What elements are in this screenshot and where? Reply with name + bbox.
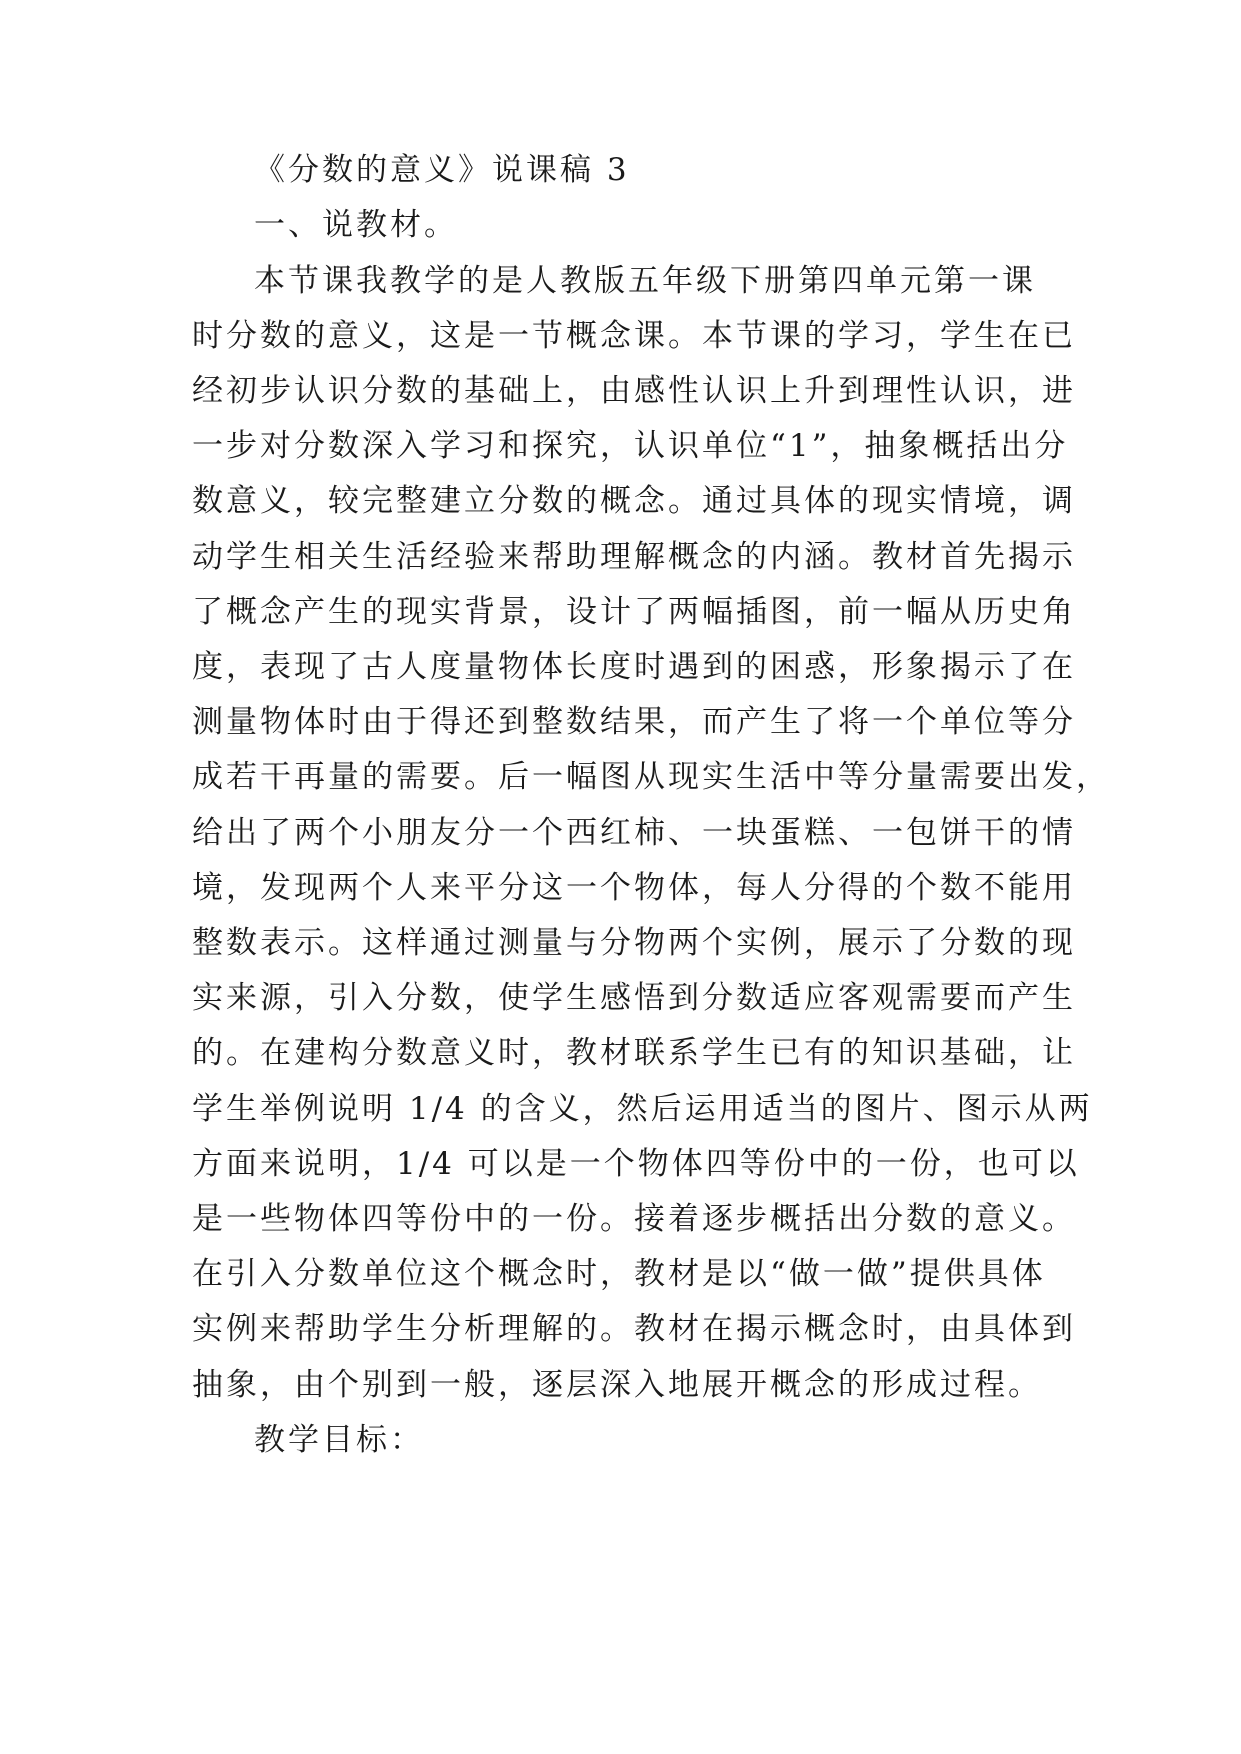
document-title: 《分数的意义》说课稿 3 xyxy=(254,152,630,188)
section-subheading: 教学目标： xyxy=(254,1422,424,1458)
paragraph-line: 经初步认识分数的基础上，由感性认识上升到理性认识，进 xyxy=(192,373,1076,409)
paragraph-line: 方面来说明，1/4 可以是一个物体四等份中的一份，也可以 xyxy=(192,1146,1080,1182)
paragraph-line: 的。在建构分数意义时，教材联系学生已有的知识基础，让 xyxy=(192,1035,1076,1071)
paragraph-line: 抽象，由个别到一般，逐层深入地展开概念的形成过程。 xyxy=(192,1367,1042,1403)
paragraph-line: 时分数的意义，这是一节概念课。本节课的学习，学生在已 xyxy=(192,318,1076,354)
paragraph-line: 测量物体时由于得还到整数结果，而产生了将一个单位等分 xyxy=(192,704,1076,740)
paragraph-line: 动学生相关生活经验来帮助理解概念的内涵。教材首先揭示 xyxy=(192,539,1076,575)
paragraph-line: 度，表现了古人度量物体长度时遇到的困惑，形象揭示了在 xyxy=(192,649,1076,685)
paragraph-line: 实来源，引入分数，使学生感悟到分数适应客观需要而产生 xyxy=(192,980,1076,1016)
paragraph-line: 了概念产生的现实背景，设计了两幅插图，前一幅从历史角 xyxy=(192,594,1076,630)
paragraph-line: 一步对分数深入学习和探究，认识单位“1”，抽象概括出分 xyxy=(192,428,1069,464)
paragraph-line: 给出了两个小朋友分一个西红柿、一块蛋糕、一包饼干的情 xyxy=(192,815,1076,851)
section-heading: 一、说教材。 xyxy=(254,207,458,243)
paragraph-line: 境，发现两个人来平分这一个物体，每人分得的个数不能用 xyxy=(192,870,1076,906)
paragraph-line: 实例来帮助学生分析理解的。教材在揭示概念时，由具体到 xyxy=(192,1311,1076,1347)
paragraph-line: 本节课我教学的是人教版五年级下册第四单元第一课 xyxy=(254,263,1036,299)
paragraph-line: 数意义，较完整建立分数的概念。通过具体的现实情境，调 xyxy=(192,483,1076,519)
paragraph-line: 整数表示。这样通过测量与分物两个实例，展示了分数的现 xyxy=(192,925,1076,961)
paragraph-line: 成若干再量的需要。后一幅图从现实生活中等分量需要出发， xyxy=(192,759,1110,795)
paragraph-line: 是一些物体四等份中的一份。接着逐步概括出分数的意义。 xyxy=(192,1201,1076,1237)
paragraph-line: 在引入分数单位这个概念时，教材是以“做一做”提供具体 xyxy=(192,1256,1046,1292)
paragraph-line: 学生举例说明 1/4 的含义，然后运用适当的图片、图示从两 xyxy=(192,1091,1093,1127)
